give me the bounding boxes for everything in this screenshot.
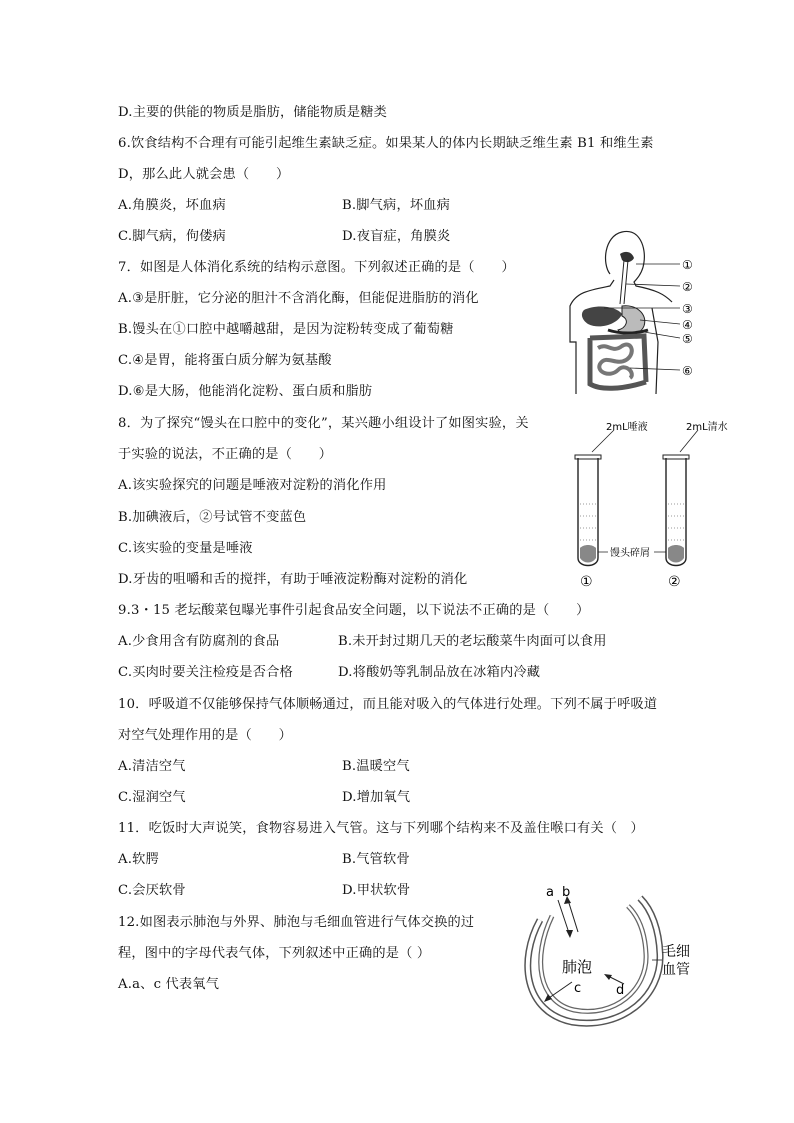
q12-option-a: A.a、c 代表氧气 (118, 977, 220, 992)
alveolus-label: 肺泡 (562, 958, 593, 976)
gas-d-label: d (616, 983, 625, 998)
question-6-line1: 6.饮食结构不合理有可能引起维生素缺乏症。如果某人的体内长期缺乏维生素 B1 和维生素 (118, 136, 654, 151)
question-8-line1: 8．为了探究“馒头在口腔中的变化”，某兴趣小组设计了如图实验，关 (118, 416, 529, 431)
question-9: 9.3・15 老坛酸菜包曝光事件引起食品安全问题，以下说法不正确的是（ ） (118, 603, 590, 618)
tube2-number: ② (668, 574, 681, 590)
q11-option-c: C.会厌软骨 (118, 883, 186, 898)
q6-option-d: D.夜盲症，角膜炎 (342, 229, 451, 244)
q9-option-d: D.将酸奶等乳制品放在冰箱内冷藏 (338, 665, 541, 680)
label-6: ⑥ (682, 364, 693, 378)
q8-option-d: D.牙齿的咀嚼和舌的搅拌，有助于唾液淀粉酶对淀粉的消化 (118, 572, 468, 587)
digestive-system-diagram (560, 224, 700, 404)
test-tube-experiment-diagram (562, 418, 728, 593)
q7-option-b: B.馒头在①口腔中越嚼越甜，是因为淀粉转变成了葡萄糖 (118, 322, 454, 337)
gas-b-label: b (562, 885, 571, 900)
q11-option-a: A.软腭 (118, 852, 159, 867)
q6-option-c: C.脚气病，佝偻病 (118, 229, 226, 244)
question-10-line1: 10．呼吸道不仅能够保持气体顺畅通过，而且能对吸入的气体进行处理。下列不属于呼吸道 (118, 697, 658, 712)
q10-option-d: D.增加氧气 (342, 790, 411, 805)
label-3: ③ (682, 302, 693, 316)
label-5: ⑤ (682, 332, 693, 346)
q10-option-c: C.湿润空气 (118, 790, 186, 805)
question-7: 7．如图是人体消化系统的结构示意图。下列叙述正确的是（ ） (118, 260, 515, 275)
question-10-line2: 对空气处理作用的是（ ） (118, 728, 293, 743)
q11-option-d: D.甲状软骨 (342, 883, 411, 898)
question-6-line2: D，那么此人就会患（ ） (118, 167, 290, 182)
capillary-label-1: 毛细 (662, 944, 690, 960)
tube1-label: 2mL唾液 (606, 422, 648, 433)
q9-option-c: C.买肉时要关注检疫是否合格 (118, 665, 293, 680)
alveolus-gas-exchange-diagram (512, 880, 712, 1030)
q9-option-a: A.少食用含有防腐剂的食品 (118, 634, 280, 649)
q8-option-c: C.该实验的变量是唾液 (118, 541, 253, 556)
tube1-number: ① (580, 574, 593, 590)
question-12-line2: 程，图中的字母代表气体，下列叙述中正确的是（ ） (118, 946, 431, 961)
q6-option-b: B.脚气病，坏血病 (342, 198, 450, 213)
q9-option-b: B.未开封过期几天的老坛酸菜牛肉面可以食用 (338, 634, 607, 649)
q11-option-b: B.气管软骨 (342, 852, 410, 867)
question-8-line2: 于实验的说法，不正确的是（ ） (118, 447, 333, 462)
q10-option-b: B.温暖空气 (342, 759, 410, 774)
q8-option-a: A.该实验探究的问题是唾液对淀粉的消化作用 (118, 478, 387, 493)
bread-crumbs-label: 馒头碎屑 (610, 548, 650, 559)
gas-a-label: a (546, 885, 554, 900)
q7-option-c: C.④是胃，能将蛋白质分解为氨基酸 (118, 353, 332, 368)
capillary-label-2: 血管 (662, 962, 690, 978)
q6-option-a: A.角膜炎，坏血病 (118, 198, 226, 213)
gas-c-label: c (574, 981, 582, 996)
label-1: ① (682, 258, 693, 272)
q7-option-d: D.⑥是大肠，他能消化淀粉、蛋白质和脂肪 (118, 384, 373, 399)
q7-option-a: A.③是肝脏，它分泌的胆汁不含消化酶，但能促进脂肪的消化 (118, 291, 479, 306)
q8-option-b: B.加碘液后，②号试管不变蓝色 (118, 510, 307, 525)
question-11: 11．吃饭时大声说笑，食物容易进入气管。这与下列哪个结构来不及盖住喉口有关（ ） (118, 821, 644, 836)
tube2-label: 2mL清水 (686, 422, 728, 433)
question-12-line1: 12.如图表示肺泡与外界、肺泡与毛细血管进行气体交换的过 (118, 915, 475, 930)
option-d-previous: D.主要的供能的物质是脂肪，储能物质是糖类 (118, 105, 388, 120)
label-2: ② (682, 280, 693, 294)
q10-option-a: A.清洁空气 (118, 759, 186, 774)
label-4: ④ (682, 318, 693, 332)
